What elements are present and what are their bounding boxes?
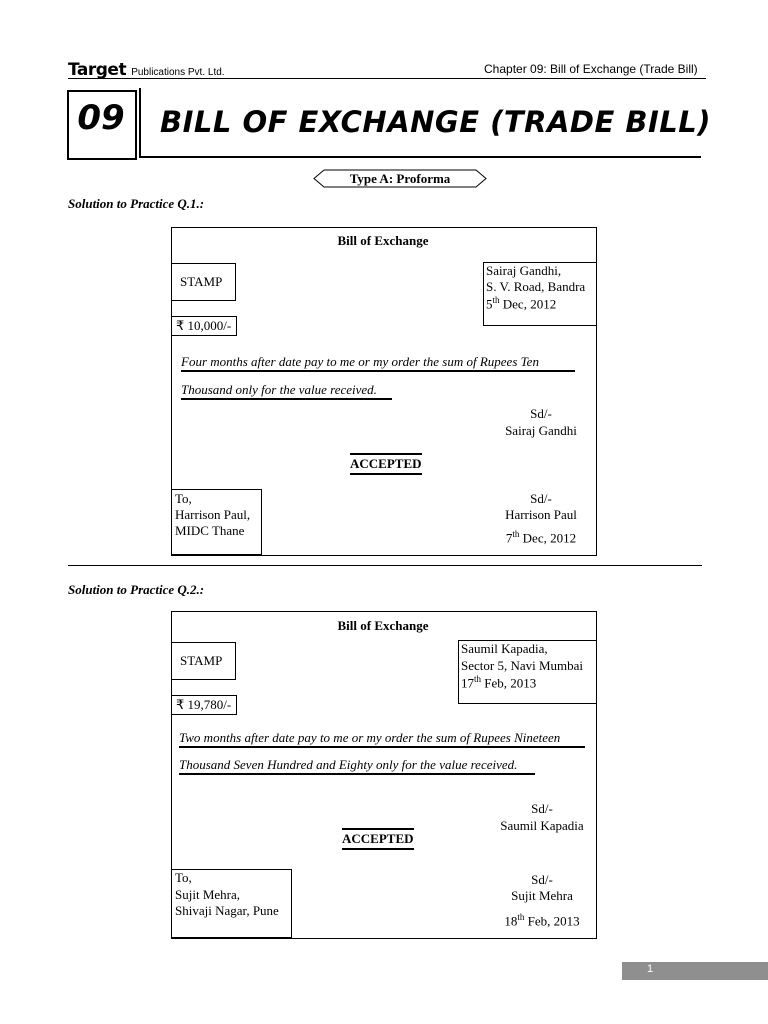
bill-1-drawer-date xyxy=(486,295,556,312)
bill-1-drawer-date-sup: th xyxy=(492,295,500,305)
bill-2-drawer-address: Sector 5, Navi Mumbai xyxy=(461,658,584,673)
bill-1-drawer-signature: Sairaj Gandhi xyxy=(505,423,577,438)
chapter-title: BILL OF EXCHANGE (TRADE BILL) xyxy=(160,105,712,139)
bill-2-body-line-1: Two months after date pay to me or my order the sum of Rupees Nineteen xyxy=(179,730,585,748)
solution-1-label: Solution to Practice Q.1.: xyxy=(68,196,205,211)
bill-2-drawer-signature: Saumil Kapadia xyxy=(500,818,584,833)
bill-1-drawee-name: Harrison Paul, xyxy=(175,507,251,522)
bill-1-body-line-2: Thousand only for the value received. xyxy=(181,382,392,400)
section-divider xyxy=(68,565,702,566)
chapter-title-underline xyxy=(139,156,701,158)
bill-1-acceptance-date xyxy=(493,529,589,546)
bill-2-drawer-date-rest: Feb, 2013 xyxy=(481,675,537,691)
bill-1-to-label: To, xyxy=(175,491,192,506)
bill-2-body-line-2: Thousand Seven Hundred and Eighty only for the value received. xyxy=(179,757,535,775)
bill-2-drawer-sd: Sd/- xyxy=(531,801,553,816)
bill-1-amount: ₹ 10,000/- xyxy=(176,318,232,333)
type-banner-label: Type A: Proforma xyxy=(349,171,451,186)
bill-2-drawer-name: Saumil Kapadia, xyxy=(461,641,548,656)
bill-1-drawer-sd: Sd/- xyxy=(530,406,552,421)
bill-1-accept-date-sup: th xyxy=(512,529,520,539)
bill-1-drawee-signature: Harrison Paul xyxy=(505,507,577,522)
bill-2-accept-date-sup: th xyxy=(517,912,525,922)
bill-1-drawee-address: MIDC Thane xyxy=(175,523,245,538)
page-number: 1 xyxy=(646,963,654,975)
bill-1-body-line-1: Four months after date pay to me or my order the sum of Rupees Ten xyxy=(181,354,575,372)
bill-1-drawee-sd: Sd/- xyxy=(530,491,552,506)
bill-2-accept-date-rest: Feb, 2013 xyxy=(524,913,580,929)
bill-2-drawee-address: Shivaji Nagar, Pune xyxy=(175,903,279,918)
bill-1-accept-date-day: 7 xyxy=(505,530,513,546)
brand-main: Target xyxy=(68,60,127,80)
bill-2-acceptance-date xyxy=(494,912,590,929)
bill-1-drawer-name: Sairaj Gandhi, xyxy=(486,263,562,278)
bill-2-drawer-date-sup: th xyxy=(474,674,482,684)
bill-2-drawer-date-day: 17 xyxy=(461,675,474,691)
bill-2-accepted: ACCEPTED xyxy=(342,828,414,850)
bill-2-amount: ₹ 19,780/- xyxy=(176,697,232,712)
bill-2-to-label: To, xyxy=(175,870,192,885)
bill-2-drawee-sd: Sd/- xyxy=(531,872,553,887)
bill-2-drawee-name: Sujit Mehra, xyxy=(175,887,240,902)
bill-2-title: Bill of Exchange xyxy=(337,618,429,633)
bill-1-drawer-date-day: 5 xyxy=(486,296,493,312)
bill-2-drawer-date xyxy=(461,674,536,691)
bill-2-stamp: STAMP xyxy=(180,653,223,668)
bill-2-drawee-signature: Sujit Mehra xyxy=(511,888,573,903)
bill-1-stamp: STAMP xyxy=(180,274,223,289)
chapter-reference: Chapter 09: Bill of Exchange (Trade Bill) xyxy=(484,62,698,76)
header-divider xyxy=(68,78,706,79)
bill-1-accepted: ACCEPTED xyxy=(350,453,422,475)
chapter-title-separator xyxy=(139,88,141,156)
brand-sub: Publications Pvt. Ltd. xyxy=(131,67,225,78)
solution-2-label: Solution to Practice Q.2.: xyxy=(68,582,205,597)
bill-1-drawer-date-rest: Dec, 2012 xyxy=(499,296,557,312)
bill-1-accept-date-rest: Dec, 2012 xyxy=(519,530,577,546)
bill-1-title: Bill of Exchange xyxy=(337,233,429,248)
bill-1-drawer-address: S. V. Road, Bandra xyxy=(486,279,586,294)
chapter-number: 09 xyxy=(77,98,125,138)
bill-2-accept-date-day: 18 xyxy=(504,913,518,929)
publisher-brand xyxy=(68,60,225,80)
